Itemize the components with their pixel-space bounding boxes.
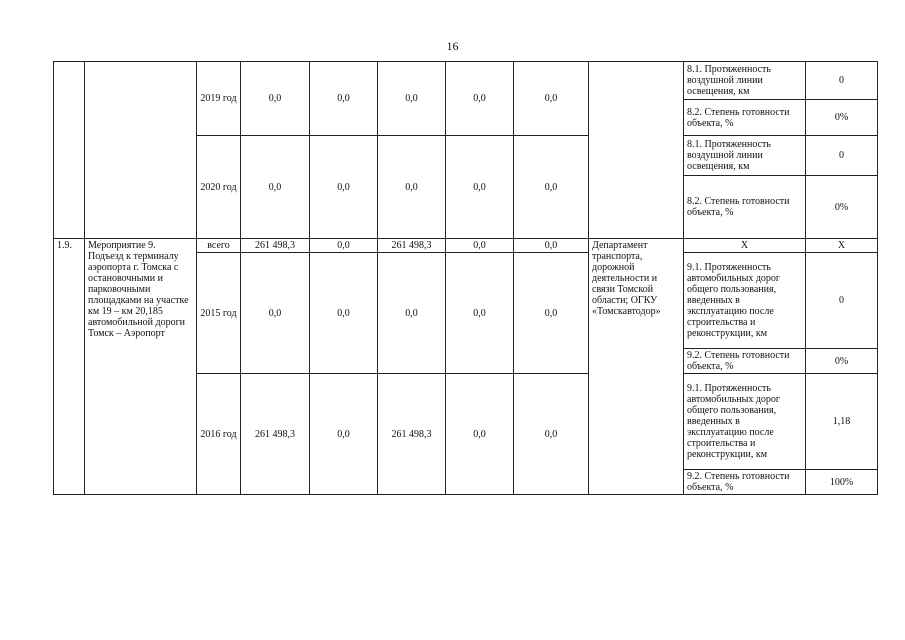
value-cell: 0,0: [310, 136, 378, 239]
year-cell: 2015 год: [197, 253, 241, 374]
program-table: [53, 61, 878, 495]
indicator-label: 9.2. Степень готовности объекта, %: [684, 470, 806, 495]
value-cell: 0,0: [378, 62, 446, 136]
value-cell: 0,0: [514, 136, 589, 239]
indicator-value: 0: [806, 253, 878, 349]
value-cell: 0,0: [241, 62, 310, 136]
value-cell: 0,0: [310, 253, 378, 374]
value-cell: 0,0: [378, 136, 446, 239]
indicator-value: 0: [806, 136, 878, 176]
year-cell: 2020 год: [197, 136, 241, 239]
event-name-cell: [85, 62, 197, 239]
value-cell: 0,0: [446, 62, 514, 136]
year-cell: 2019 год: [197, 62, 241, 136]
indicator-value: 0%: [806, 100, 878, 136]
value-cell: 0,0: [446, 136, 514, 239]
indicator-label: 8.1. Протяженность воздушной линии освещения, км: [684, 62, 806, 100]
indicator-value: 1,18: [806, 374, 878, 470]
indicator-value: Х: [806, 239, 878, 253]
value-cell: 0,0: [446, 374, 514, 495]
page-number: 16: [446, 39, 459, 53]
event-name-cell: Мероприятие 9. Подъезд к терминалу аэропорта г. Томска с остановочными и парковочными площадками на участке км 19 – км 20,185 автомобильной дороги Томск – Аэропорт: [85, 239, 197, 495]
value-cell: 261 498,3: [241, 374, 310, 495]
value-cell: 0,0: [514, 62, 589, 136]
indicator-label: 8.1. Протяженность воздушной линии освещения, км: [684, 136, 806, 176]
value-cell: 0,0: [514, 253, 589, 374]
indicator-label: 9.1. Протяженность автомобильных дорог общего пользования, введенных в эксплуатацию после строительства и реконструкции, км: [684, 374, 806, 470]
value-cell: 0,0: [310, 374, 378, 495]
row-number-cell: 1.9.: [54, 239, 85, 495]
value-cell: 261 498,3: [378, 374, 446, 495]
value-cell: 261 498,3: [241, 239, 310, 253]
table-row: [54, 62, 878, 100]
value-cell: 0,0: [446, 239, 514, 253]
indicator-value: 0%: [806, 176, 878, 239]
year-cell: 2016 год: [197, 374, 241, 495]
indicator-value: 0: [806, 62, 878, 100]
value-cell: 0,0: [241, 253, 310, 374]
year-cell: всего: [197, 239, 241, 253]
indicator-label: 9.2. Степень готовности объекта, %: [684, 349, 806, 374]
indicator-label: 8.2. Степень готовности объекта, %: [684, 176, 806, 239]
indicator-value: 0%: [806, 349, 878, 374]
value-cell: 0,0: [514, 239, 589, 253]
value-cell: 0,0: [378, 253, 446, 374]
indicator-value: 100%: [806, 470, 878, 495]
row-number-cell: [54, 62, 85, 239]
value-cell: 261 498,3: [378, 239, 446, 253]
executor-cell: Департамент транспорта, дорожной деятельности и связи Томской области; ОГКУ «Томскавтодор»: [589, 239, 684, 495]
value-cell: 0,0: [310, 62, 378, 136]
executor-cell: [589, 62, 684, 239]
value-cell: 0,0: [241, 136, 310, 239]
indicator-label: Х: [684, 239, 806, 253]
value-cell: 0,0: [514, 374, 589, 495]
indicator-label: 8.2. Степень готовности объекта, %: [684, 100, 806, 136]
value-cell: 0,0: [310, 239, 378, 253]
table-row: [54, 239, 878, 253]
value-cell: 0,0: [446, 253, 514, 374]
indicator-label: 9.1. Протяженность автомобильных дорог общего пользования, введенных в эксплуатацию после строительства и реконструкции, км: [684, 253, 806, 349]
